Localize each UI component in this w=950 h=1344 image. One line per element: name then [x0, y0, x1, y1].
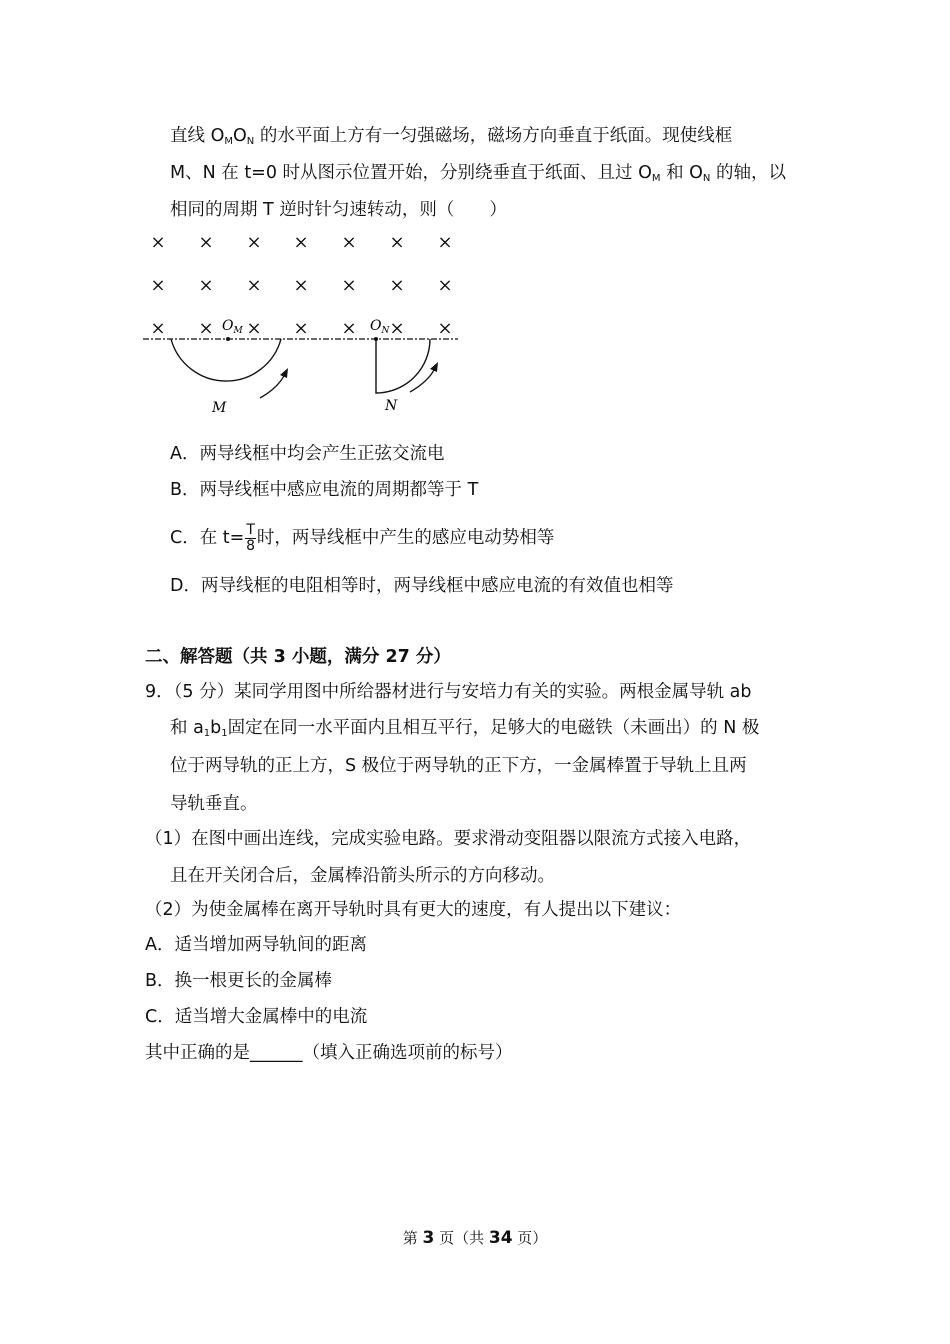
fraction-denominator: 8: [246, 537, 256, 554]
q8-stem-line-2: [170, 161, 786, 191]
text-run: M、N 在 t=0 时从图示位置开始，分别绕垂直于纸面、且过 O: [170, 163, 652, 183]
field-cross-icon: ×: [246, 318, 262, 339]
field-cross-icon: ×: [198, 275, 214, 296]
text-run: C．在 t=: [170, 528, 245, 548]
label-n: N: [385, 398, 398, 414]
field-cross-icon: ×: [437, 318, 453, 339]
footer-text: 页）: [512, 1229, 548, 1247]
text-run: 直线 O: [170, 126, 225, 146]
subscript: M: [651, 173, 661, 184]
arrowhead-m: [280, 368, 288, 378]
frame-n-quarter: [376, 339, 430, 393]
fraction-numerator: T: [246, 521, 255, 538]
text-run: 和 O: [660, 163, 703, 183]
q9-answer-line: 其中正确的是______（填入正确选项前的标号）: [145, 1043, 513, 1063]
page-number: 3: [422, 1228, 435, 1248]
field-cross-icon: ×: [150, 318, 166, 339]
fraction-t-over-8: [245, 523, 256, 554]
text-run: 相同的周期 T 逆时针匀速转动，则（ ）: [170, 200, 507, 220]
q8-option-b: B．两导线框中感应电流的周期都等于 T: [170, 480, 479, 500]
subscript: N: [246, 136, 255, 147]
q9-option-b: B．换一根更长的金属棒: [145, 971, 333, 991]
q8-option-a: A．两导线框中均会产生正弦交流电: [170, 444, 445, 464]
q8-stem-line-1: [170, 124, 732, 154]
subscript: 1: [203, 728, 211, 739]
text-run: 的轴，以: [710, 163, 786, 183]
field-cross-icon: ×: [293, 318, 309, 339]
axis-point-om: [226, 337, 230, 341]
field-cross-icon: ×: [246, 232, 262, 253]
frame-m-semicircle: [171, 339, 281, 381]
q9-option-a: A．适当增加两导轨间的距离: [145, 935, 367, 955]
subscript: 1: [221, 728, 228, 739]
q9-part2: （2）为使金属棒在离开导轨时具有更大的速度，有人提出以下建议：: [145, 900, 682, 920]
q9-part1-line-2: 且在开关闭合后，金属棒沿箭头所示的方向移动。: [170, 866, 555, 886]
text-run: 时，两导线框中产生的感应电动势相等: [256, 528, 555, 548]
q9-option-c: C．适当增大金属棒中的电流: [145, 1007, 368, 1027]
text-run: b: [210, 718, 222, 738]
text-run: 的水平面上方有一匀强磁场，磁场方向垂直于纸面。现使线框: [254, 126, 733, 146]
field-cross-icon: ×: [150, 232, 166, 253]
field-cross-icon: ×: [389, 318, 405, 339]
field-cross-icon: ×: [198, 318, 214, 339]
subscript: M: [224, 136, 233, 147]
field-cross-icon: ×: [246, 275, 262, 296]
footer-text: 页（共: [434, 1229, 489, 1247]
field-cross-icon: ×: [389, 232, 405, 253]
section-heading: 二、解答题（共 3 小题，满分 27 分）: [145, 647, 451, 667]
arrowhead-n: [430, 362, 438, 372]
footer-text: 第: [402, 1229, 423, 1247]
q9-stem-line-3: 位于两导轨的正上方，S 极位于两导轨的正下方，一金属棒置于导轨上且两: [170, 756, 747, 776]
field-cross-icon: ×: [150, 275, 166, 296]
subscript: N: [702, 173, 711, 184]
rotation-arrow-m: [260, 374, 285, 398]
field-cross-icon: ×: [437, 275, 453, 296]
field-cross-icon: ×: [389, 275, 405, 296]
field-cross-icon: ×: [198, 232, 214, 253]
q9-stem-line-1: 9．（5 分）某同学用图中所给器材进行与安培力有关的实验。两根金属导轨 ab: [145, 682, 752, 702]
q9-stem-line-2: [170, 716, 759, 746]
label-on: $O_N$: [370, 318, 390, 336]
q8-option-d: D．两导线框的电阻相等时，两导线框中感应电流的有效值也相等: [170, 576, 674, 596]
q9-part1-line-1: （1）在图中画出连线，完成实验电路。要求滑动变阻器以限流方式接入电路，: [145, 829, 752, 849]
text-run: 固定在同一水平面内且相互平行，足够大的电磁铁（未画出）的 N 极: [227, 718, 760, 738]
magnetic-field-figure: [140, 228, 470, 428]
field-cross-icon: ×: [341, 318, 357, 339]
magnetic-field-crosses: [150, 232, 452, 339]
text-run: 和 a: [170, 718, 204, 738]
rotation-arrow-n: [410, 368, 435, 392]
text-run: O: [232, 126, 247, 146]
field-cross-icon: ×: [293, 232, 309, 253]
field-cross-icon: ×: [341, 232, 357, 253]
q9-stem-line-4: 导轨垂直。: [170, 794, 258, 814]
page-total: 34: [488, 1228, 513, 1248]
q8-option-c: [170, 522, 554, 554]
page-footer: [0, 1227, 950, 1249]
label-m: M: [212, 400, 227, 416]
field-cross-icon: ×: [437, 232, 453, 253]
q8-stem-line-3: [170, 198, 507, 222]
label-om: $O_M$: [222, 318, 243, 336]
field-cross-icon: ×: [293, 275, 309, 296]
field-cross-icon: ×: [341, 275, 357, 296]
axis-point-on: [374, 337, 378, 341]
